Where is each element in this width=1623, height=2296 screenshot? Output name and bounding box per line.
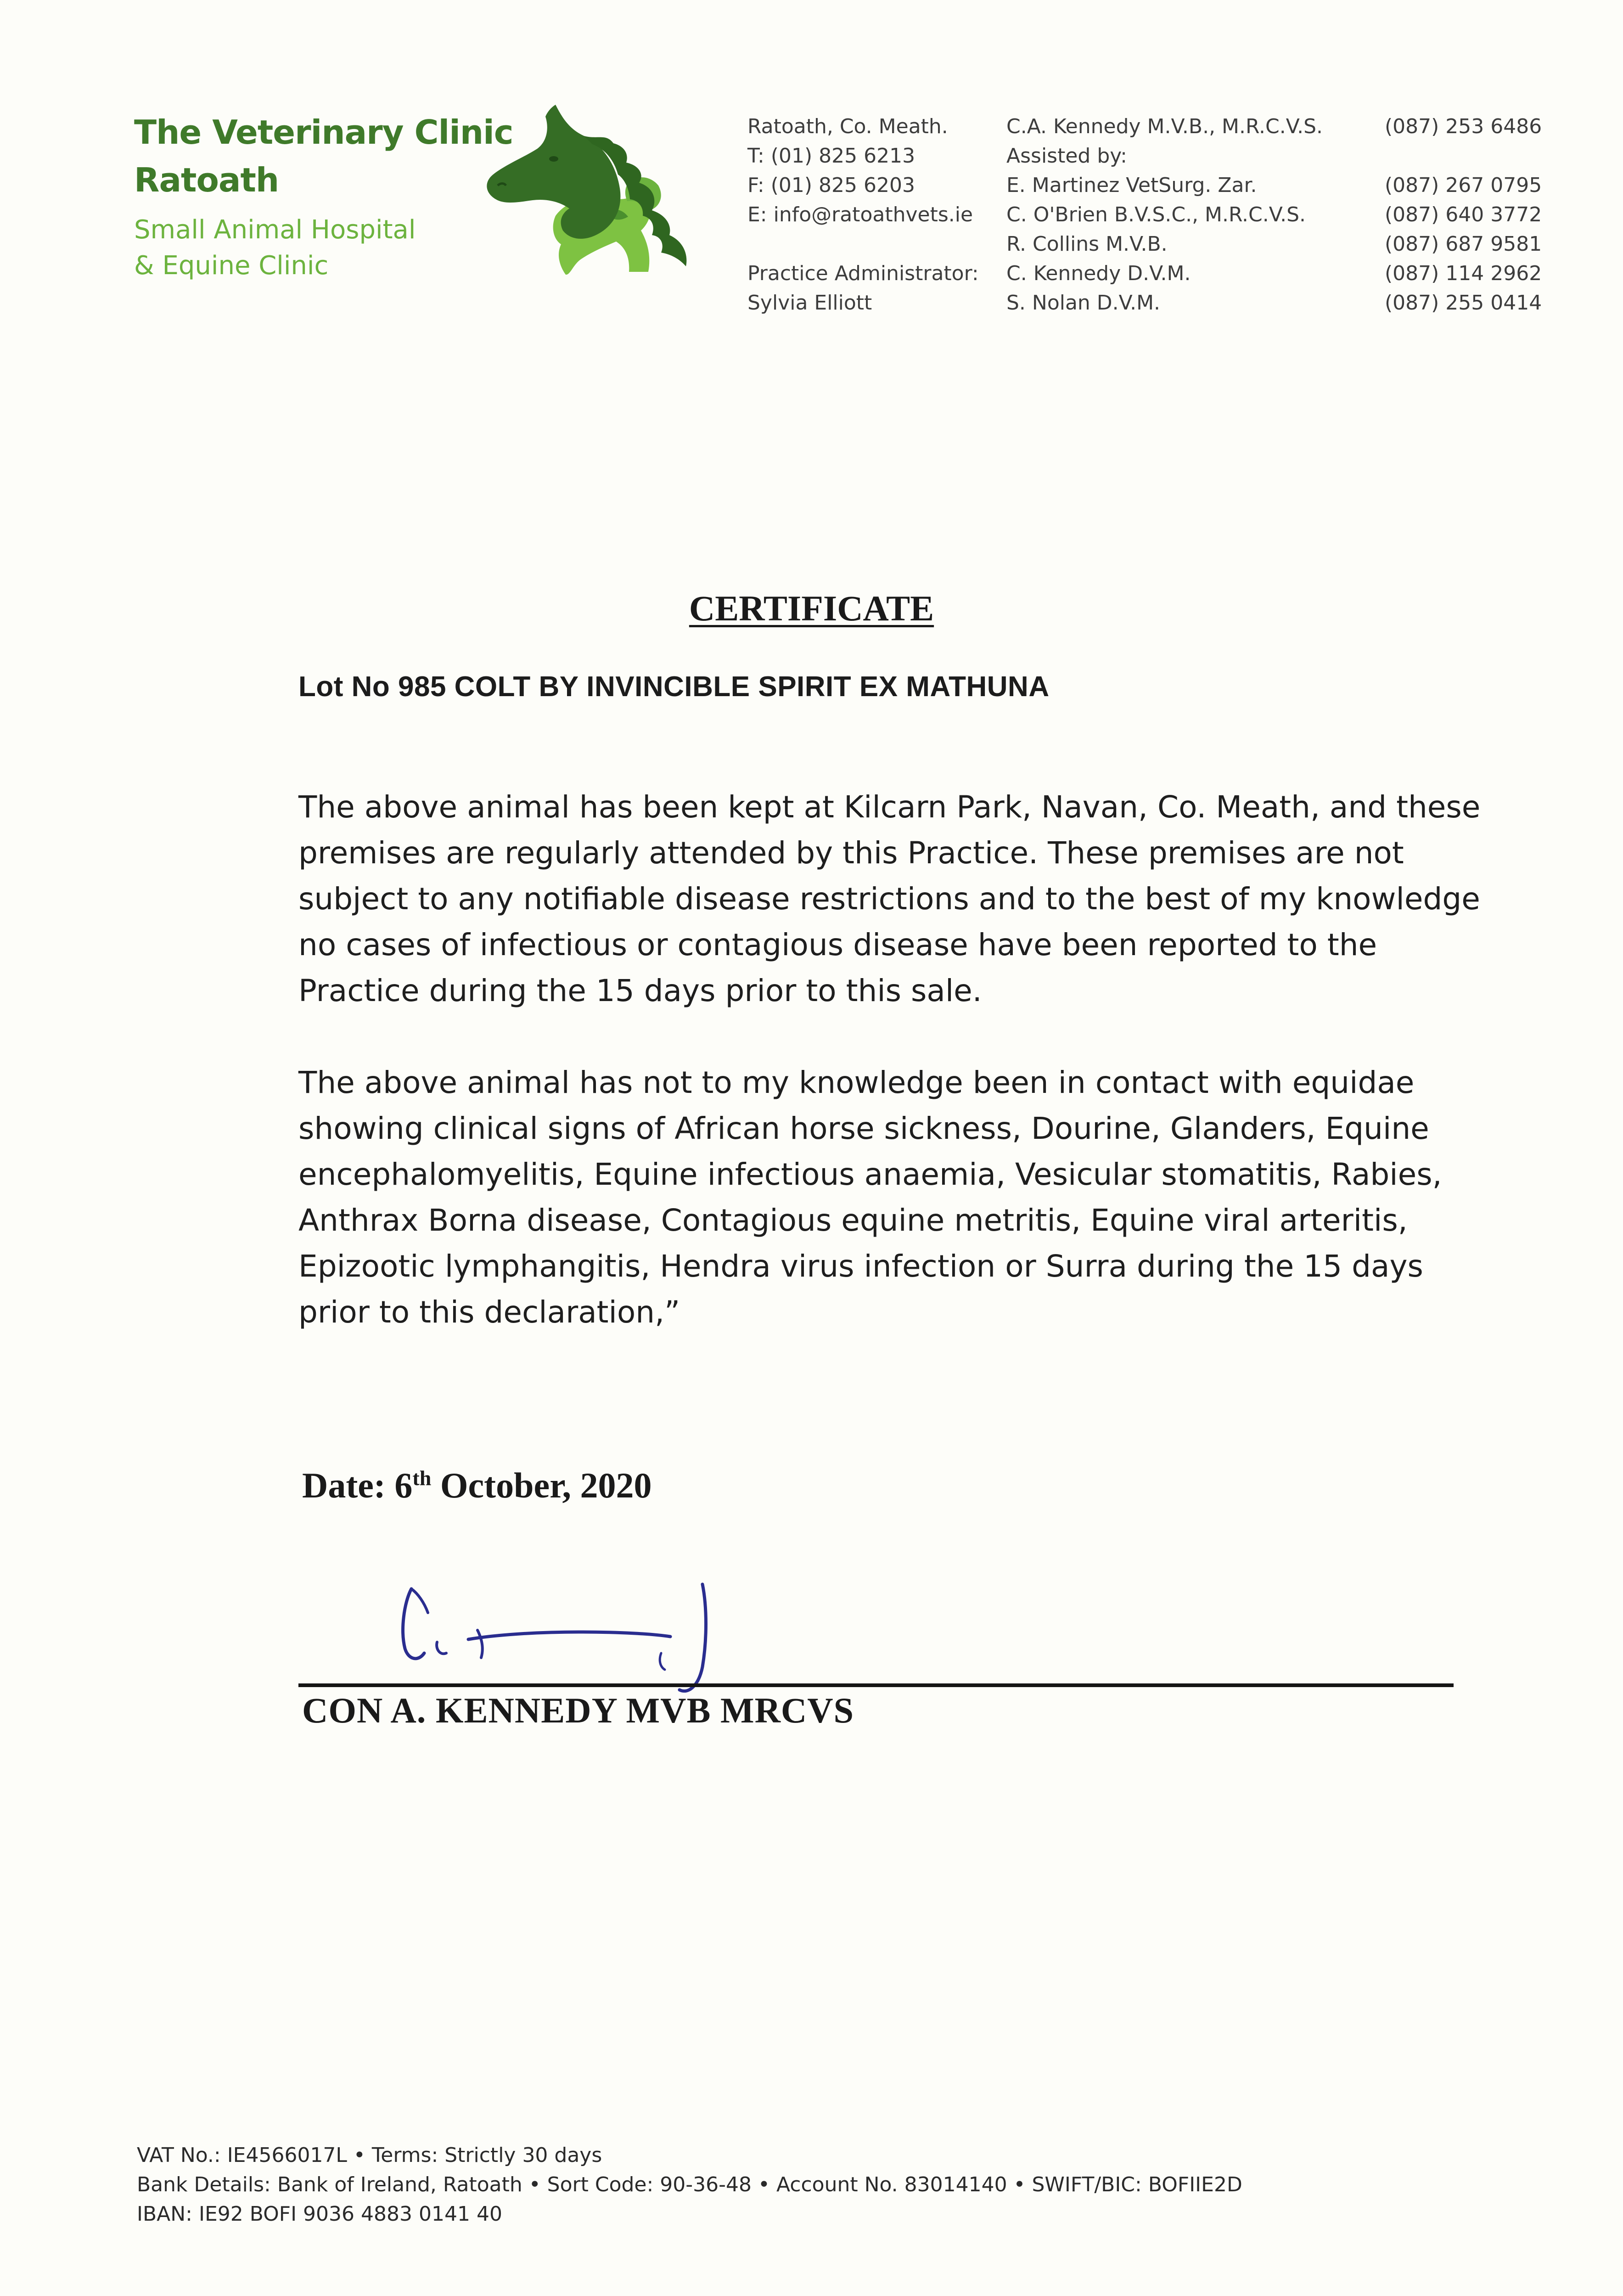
practice-admin-label: Practice Administrator: [747, 262, 979, 285]
practice-admin-name: Sylvia Elliott [747, 291, 872, 315]
staff-name: R. Collins M.V.B. [1006, 232, 1168, 256]
clinic-branding [134, 108, 513, 284]
staff-list [1006, 112, 1323, 318]
clinic-tagline-line1: Small Animal Hospital [134, 215, 416, 245]
certificate-title [0, 588, 1623, 629]
date-label: Date: [302, 1465, 386, 1505]
staff-phone-list [1385, 112, 1542, 318]
staff-phone: (087) 640 3772 [1385, 203, 1542, 226]
lot-number: Lot No 985 COLT BY INVINCIBLE SPIRIT EX MATHUNA [298, 671, 1050, 703]
clinic-email: E: info@ratoathvets.ie [747, 203, 973, 226]
clinic-phone: T: (01) 825 6213 [747, 144, 915, 168]
staff-phone: (087) 114 2962 [1385, 262, 1542, 285]
clinic-fax: F: (01) 825 6203 [747, 174, 915, 197]
clinic-contact-block [747, 112, 979, 318]
staff-name: Assisted by: [1006, 144, 1127, 168]
certificate-date [302, 1465, 652, 1506]
certificate-title-text: CERTIFICATE [689, 588, 934, 628]
staff-name: C. Kennedy D.V.M. [1006, 262, 1191, 285]
date-day: 6 [394, 1465, 413, 1505]
staff-phone: (087) 253 6486 [1385, 115, 1542, 138]
clinic-tagline-line2: & Equine Clinic [134, 251, 329, 281]
staff-phone: (087) 687 9581 [1385, 232, 1542, 256]
staff-phone: (087) 255 0414 [1385, 291, 1542, 315]
date-rest: October, 2020 [440, 1465, 652, 1505]
staff-name: C.A. Kennedy M.V.B., M.R.C.V.S. [1006, 115, 1323, 138]
staff-phone: (087) 267 0795 [1385, 174, 1542, 197]
signature-line [298, 1683, 1454, 1687]
footer-vat-line: VAT No.: IE4566017L • Terms: Strictly 30 days [137, 2144, 602, 2167]
horse-and-animals-logo-icon [468, 101, 707, 280]
staff-name: S. Nolan D.V.M. [1006, 291, 1161, 315]
footer [137, 2141, 1242, 2229]
certificate-paragraph-2: The above animal has not to my knowledge been in contact with equidae showing clinical signs of African horse sickness, Dourine, Glanders, Equine encephalomyelitis, Equine infectious anaemia, Vesicular stomatitis, Rabies, Anthrax Borna disease, Contagious equine metritis, Equine viral arteritis, Epizootic lymphangitis, Hendra virus infection or Surra during the 15 days prior to this declaration,” [298, 1065, 1442, 1330]
certificate-paragraph-1: The above animal has been kept at Kilcarn Park, Navan, Co. Meath, and these premises are regularly attended by this Practice. These premises are not subject to any notifiable disease restrictions and to the best of my knowledge no cases of infectious or contagious disease have been reported to the Practice during the 15 days prior to this sale. [298, 789, 1481, 1008]
clinic-address: Ratoath, Co. Meath. [747, 115, 948, 138]
staff-name: C. O'Brien B.V.S.C., M.R.C.V.S. [1006, 203, 1306, 226]
footer-bank-line: Bank Details: Bank of Ireland, Ratoath • Sort Code: 90-36-48 • Account No. 83014140 • SWIFT/BIC: BOFIIE2D [137, 2173, 1242, 2196]
clinic-name-line2: Ratoath [134, 161, 279, 199]
clinic-name-line1: The Veterinary Clinic [134, 113, 513, 152]
footer-iban-line: IBAN: IE92 BOFI 9036 4883 0141 40 [137, 2202, 502, 2226]
date-suffix: th [412, 1466, 432, 1490]
staff-name: E. Martinez VetSurg. Zar. [1006, 174, 1257, 197]
signer-name: CON A. KENNEDY MVB MRCVS [302, 1690, 854, 1730]
staff-phone [1385, 141, 1542, 171]
